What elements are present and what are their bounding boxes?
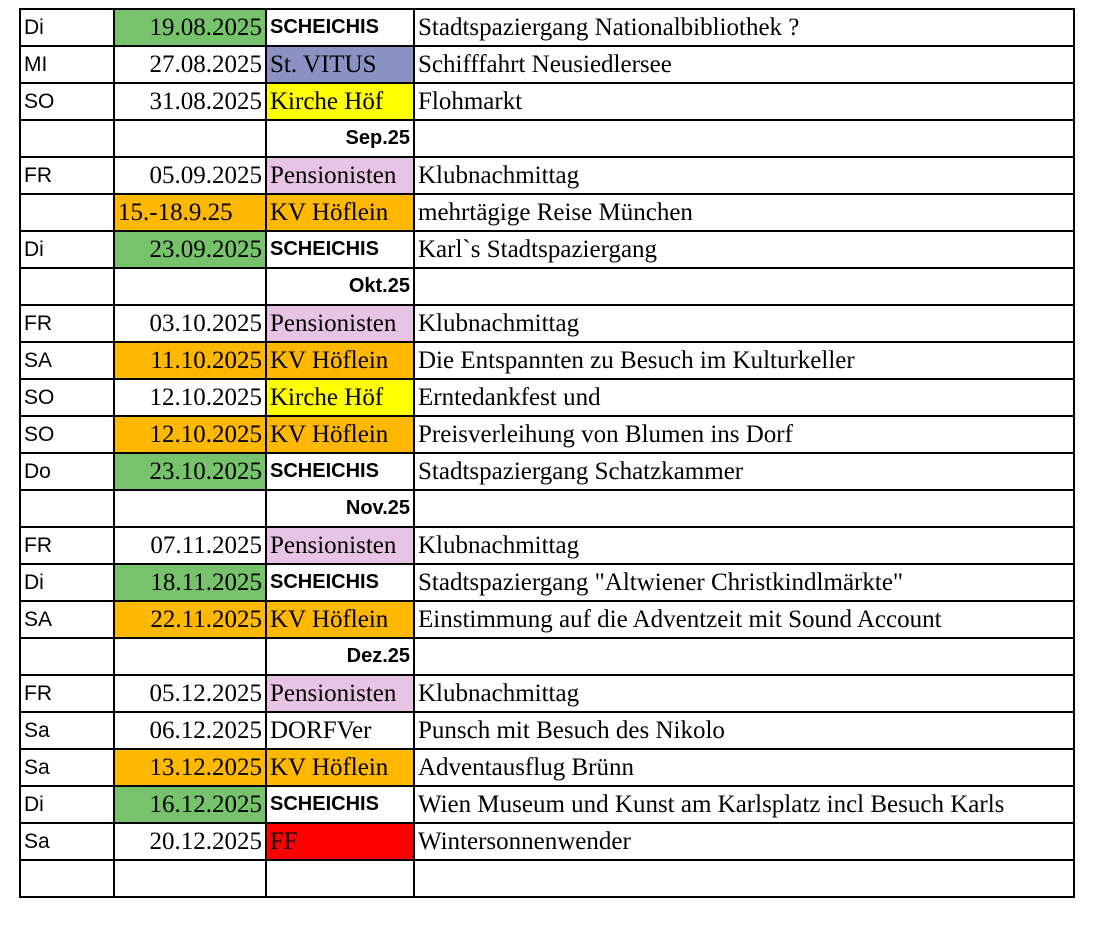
event-row	[20, 712, 1074, 749]
date-cell[interactable]: 22.11.2025	[114, 601, 266, 638]
organizer-cell[interactable]: KV Höflein	[266, 416, 414, 453]
empty-cell[interactable]	[20, 268, 114, 305]
weekday-cell[interactable]: Sa	[20, 823, 114, 860]
weekday-cell[interactable]: SO	[20, 379, 114, 416]
weekday-cell[interactable]: MI	[20, 46, 114, 83]
weekday-cell[interactable]: SA	[20, 342, 114, 379]
date-cell[interactable]: 13.12.2025	[114, 749, 266, 786]
event-row	[20, 675, 1074, 712]
empty-cell[interactable]	[114, 120, 266, 157]
table-body	[20, 9, 1074, 897]
weekday-cell[interactable]: SO	[20, 83, 114, 120]
month-header-row	[20, 120, 1074, 157]
month-header-row	[20, 490, 1074, 527]
empty-cell[interactable]	[114, 268, 266, 305]
weekday-cell[interactable]: FR	[20, 527, 114, 564]
date-cell[interactable]: 07.11.2025	[114, 527, 266, 564]
event-description-cell[interactable]: Wintersonnenwender	[414, 823, 1074, 860]
month-label-cell[interactable]: Okt.25	[266, 268, 414, 305]
event-description-cell[interactable]: Preisverleihung von Blumen ins Dorf	[414, 416, 1074, 453]
event-description-cell[interactable]: mehrtägige Reise München	[414, 194, 1074, 231]
date-cell[interactable]: 31.08.2025	[114, 83, 266, 120]
empty-cell[interactable]	[114, 490, 266, 527]
empty-cell[interactable]	[20, 490, 114, 527]
organizer-cell[interactable]: KV Höflein	[266, 342, 414, 379]
date-cell[interactable]: 27.08.2025	[114, 46, 266, 83]
organizer-cell[interactable]: KV Höflein	[266, 194, 414, 231]
event-description-cell[interactable]: Punsch mit Besuch des Nikolo	[414, 712, 1074, 749]
event-row	[20, 786, 1074, 823]
event-description-cell[interactable]: Karl`s Stadtspaziergang	[414, 231, 1074, 268]
empty-cell[interactable]	[20, 638, 114, 675]
event-row	[20, 9, 1074, 46]
weekday-cell[interactable]: Di	[20, 564, 114, 601]
date-cell[interactable]: 12.10.2025	[114, 416, 266, 453]
weekday-cell[interactable]: Di	[20, 786, 114, 823]
empty-row	[20, 860, 1074, 897]
empty-cell[interactable]	[266, 860, 414, 897]
event-row	[20, 83, 1074, 120]
event-description-cell[interactable]: Stadtspaziergang Nationalbibliothek ?	[414, 9, 1074, 46]
weekday-cell[interactable]: FR	[20, 675, 114, 712]
event-row	[20, 527, 1074, 564]
month-label-cell[interactable]: Dez.25	[266, 638, 414, 675]
empty-cell[interactable]	[20, 120, 114, 157]
empty-cell[interactable]	[414, 638, 1074, 675]
event-description-cell[interactable]: Klubnachmittag	[414, 157, 1074, 194]
date-cell[interactable]: 11.10.2025	[114, 342, 266, 379]
event-description-cell[interactable]: Adventausflug Brünn	[414, 749, 1074, 786]
empty-cell[interactable]	[20, 860, 114, 897]
event-row	[20, 823, 1074, 860]
month-header-row	[20, 638, 1074, 675]
organizer-cell[interactable]: Kirche Höf	[266, 379, 414, 416]
event-row	[20, 194, 1074, 231]
event-description-cell[interactable]: Einstimmung auf die Adventzeit mit Sound Account	[414, 601, 1074, 638]
organizer-cell[interactable]: SCHEICHIS	[266, 786, 414, 823]
weekday-cell[interactable]: Di	[20, 9, 114, 46]
event-row	[20, 564, 1074, 601]
date-cell[interactable]: 23.10.2025	[114, 453, 266, 490]
date-cell[interactable]: 05.12.2025	[114, 675, 266, 712]
event-description-cell[interactable]: Klubnachmittag	[414, 527, 1074, 564]
event-calendar-table	[19, 8, 1075, 898]
organizer-cell[interactable]: Pensionisten	[266, 305, 414, 342]
event-description-cell[interactable]: Stadtspaziergang Schatzkammer	[414, 453, 1074, 490]
event-row	[20, 46, 1074, 83]
weekday-cell[interactable]: FR	[20, 305, 114, 342]
organizer-cell[interactable]: SCHEICHIS	[266, 453, 414, 490]
date-cell[interactable]: 05.09.2025	[114, 157, 266, 194]
empty-cell[interactable]	[114, 860, 266, 897]
date-cell[interactable]: 12.10.2025	[114, 379, 266, 416]
organizer-cell[interactable]: SCHEICHIS	[266, 9, 414, 46]
event-row	[20, 157, 1074, 194]
date-cell[interactable]: 20.12.2025	[114, 823, 266, 860]
weekday-cell[interactable]: Sa	[20, 712, 114, 749]
organizer-cell[interactable]: Kirche Höf	[266, 83, 414, 120]
empty-cell[interactable]	[114, 638, 266, 675]
event-description-cell[interactable]: Die Entspannten zu Besuch im Kulturkeller	[414, 342, 1074, 379]
event-row	[20, 749, 1074, 786]
event-description-cell[interactable]: Schifffahrt Neusiedlersee	[414, 46, 1074, 83]
date-cell[interactable]: 06.12.2025	[114, 712, 266, 749]
event-row	[20, 305, 1074, 342]
organizer-cell[interactable]: SCHEICHIS	[266, 231, 414, 268]
date-cell[interactable]: 16.12.2025	[114, 786, 266, 823]
date-cell[interactable]: 03.10.2025	[114, 305, 266, 342]
organizer-cell[interactable]: St. VITUS	[266, 46, 414, 83]
event-row	[20, 601, 1074, 638]
empty-cell[interactable]	[414, 490, 1074, 527]
date-cell[interactable]: 15.-18.9.25	[114, 194, 266, 231]
empty-cell[interactable]	[414, 268, 1074, 305]
event-description-cell[interactable]: Stadtspaziergang "Altwiener Christkindlmärkte"	[414, 564, 1074, 601]
organizer-cell[interactable]: FF	[266, 823, 414, 860]
event-row	[20, 416, 1074, 453]
organizer-cell[interactable]: KV Höflein	[266, 749, 414, 786]
organizer-cell[interactable]: DORFVer	[266, 712, 414, 749]
month-label-cell[interactable]: Sep.25	[266, 120, 414, 157]
organizer-cell[interactable]: Pensionisten	[266, 527, 414, 564]
month-header-row	[20, 268, 1074, 305]
event-row	[20, 231, 1074, 268]
weekday-cell[interactable]: SO	[20, 416, 114, 453]
date-cell[interactable]: 18.11.2025	[114, 564, 266, 601]
weekday-cell[interactable]: Do	[20, 453, 114, 490]
organizer-cell[interactable]: Pensionisten	[266, 675, 414, 712]
weekday-cell[interactable]	[20, 194, 114, 231]
month-label-cell[interactable]: Nov.25	[266, 490, 414, 527]
date-cell[interactable]: 19.08.2025	[114, 9, 266, 46]
weekday-cell[interactable]: Di	[20, 231, 114, 268]
weekday-cell[interactable]: Sa	[20, 749, 114, 786]
weekday-cell[interactable]: SA	[20, 601, 114, 638]
event-row	[20, 342, 1074, 379]
event-description-cell[interactable]: Klubnachmittag	[414, 675, 1074, 712]
organizer-cell[interactable]: Pensionisten	[266, 157, 414, 194]
organizer-cell[interactable]: KV Höflein	[266, 601, 414, 638]
organizer-cell[interactable]: SCHEICHIS	[266, 564, 414, 601]
event-row	[20, 453, 1074, 490]
date-cell[interactable]: 23.09.2025	[114, 231, 266, 268]
weekday-cell[interactable]: FR	[20, 157, 114, 194]
empty-cell[interactable]	[414, 120, 1074, 157]
event-description-cell[interactable]: Erntedankfest und	[414, 379, 1074, 416]
event-description-cell[interactable]: Flohmarkt	[414, 83, 1074, 120]
event-row	[20, 379, 1074, 416]
event-description-cell[interactable]: Wien Museum und Kunst am Karlsplatz incl Besuch Karls	[414, 786, 1074, 823]
empty-cell[interactable]	[414, 860, 1074, 897]
event-description-cell[interactable]: Klubnachmittag	[414, 305, 1074, 342]
